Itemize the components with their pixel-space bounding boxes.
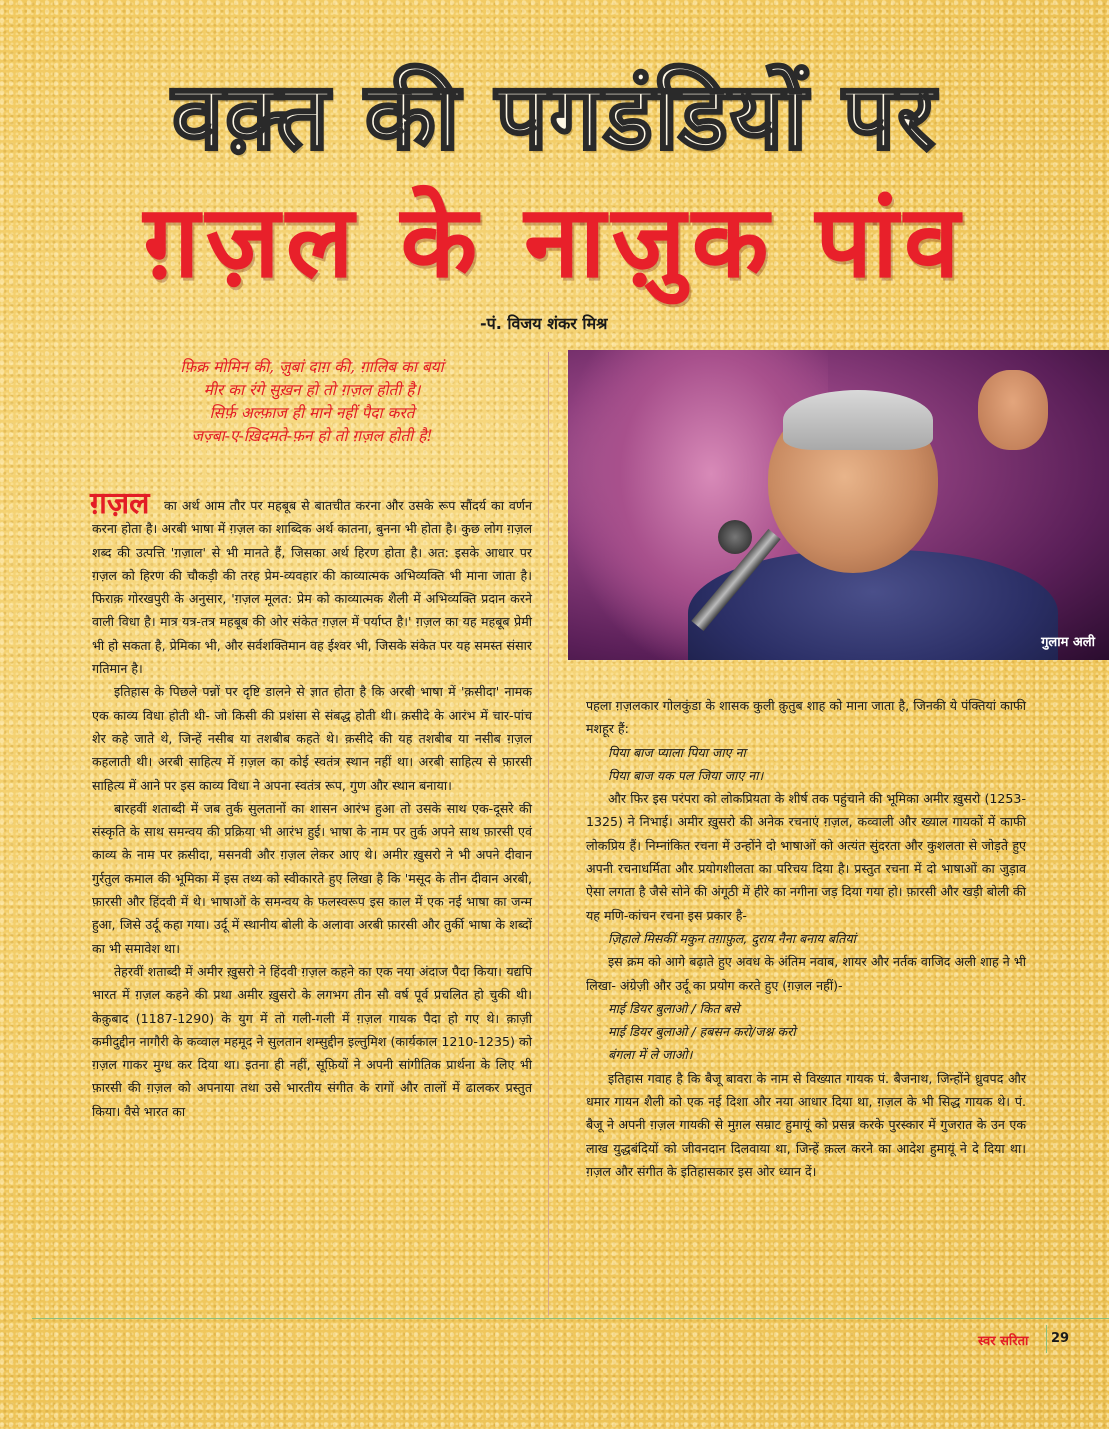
photo-singer-hair xyxy=(783,390,933,450)
right-column xyxy=(586,694,1026,1183)
couplet-line: सिर्फ़ अल्फ़ाज ही माने नहीं पैदा करते xyxy=(209,404,415,422)
photo-raised-hand xyxy=(978,370,1048,450)
couplet-line: मीर का रंगे सुख़न हो तो ग़ज़ल होती है। xyxy=(203,381,421,399)
verse-line: बंगला में ले जाओ। xyxy=(608,1047,693,1063)
paragraph: इतिहास के पिछले पन्नों पर दृष्टि डालने से ज्ञात होता है कि अरबी भाषा में 'क़सीदा' नामक एक काव्य विधा होती थी- जो किसी की प्रशंसा से संबद्ध होती थी। क़सीदे के आरंभ में चार-पांच शेर कहे जाते थे, जिन्हें नसीब या तशबीब कहते थे। क़सीदे की यह तशबीब या नसीब ग़ज़ल कहलाती थी। अरबी साहित्य में ग़ज़ल का कोई स्वतंत्र स्थान नहीं था। अरबी साहित्य से फ़ारसी साहित्य में आने पर इस काव्य विधा ने अपना स्वतंत्र रूप, गुण और स्थान बनाया। xyxy=(92,684,532,793)
microphone-icon xyxy=(718,520,752,554)
verse-line: माई डियर बुलाओ / कित बसे xyxy=(608,1000,740,1016)
verse-line: माई डियर बुलाओ / हबसन करो/जश्न करो xyxy=(608,1024,796,1040)
headline-line-2: ग़ज़ल के नाज़ुक पांव xyxy=(143,183,966,300)
headline-line-1: वक़्त की पगडंडियों पर xyxy=(172,63,937,170)
left-column xyxy=(92,494,532,1123)
singer-photo xyxy=(568,350,1109,660)
paragraph: और फिर इस परंपरा को लोकप्रियता के शीर्ष तक पहुंचाने की भूमिका अमीर ख़ुसरो (1253-1325) ने निभाई। अमीर ख़ुसरो की अनेक रचनाएं ग़ज़ल, कव्वाली और ख्याल गायकों में काफी लोकप्रिय हैं। निम्नांकित रचना में उन्होंने दो भाषाओं को अत्यंत सुंदरता और कुशलता से जोड़ते हुए अपनी रचनाधर्मिता और प्रयोगशीलता का परिचय दिया है। प्रस्तुत रचना में दो भाषाओं का जुड़ाव ऐसा लगता है जैसे सोने की अंगूठी में हीरे का नगीना जड़ दिया गया हो। फ़ारसी और खड़ी बोली की यह मणि-कांचन रचना इस प्रकार है- xyxy=(586,791,1026,923)
verse-line: ज़िहाले मिसकीं मकुन तग़ाफ़ुल, दुराय नैना बनाय बतियां xyxy=(608,930,856,946)
verse-line: पिया बाज प्याला पिया जाए ना xyxy=(608,744,746,760)
couplet-line: फ़िक्र मोमिन की, ज़ुबां दाग़ की, ग़ालिब का बयां xyxy=(180,358,444,376)
paragraph: तेहरवीं शताब्दी में अमीर ख़ुसरो ने हिंदवी ग़ज़ल कहने का एक नया अंदाज पैदा किया। यद्यपि भारत में ग़ज़ल कहने की प्रथा अमीर ख़ुसरो के लगभग तीन सौ वर्ष पूर्व प्रचलित हो चुकी थी। केक़ुबाद (1187-1290) के युग में तो गली-गली में ग़ज़ल गायक पैदा हो गए थे। क़ाज़ी कमीदुद्दीन नागौरी के कव्वाल महमूद ने सुलतान शम्सुद्दीन इल्तुमिश (कार्यकाल 1210-1235) को ग़ज़ल गाकर मुग्ध कर दिया था। इतना ही नहीं, सूफ़ियों ने अपनी सांगीतिक प्रार्थना के लिए भी फ़ारसी की ग़ज़ल को अपनाया तथा उसे भारतीय संगीत के रागों और तालों में ढालकर प्रस्तुत किया। वैसे भारत का xyxy=(92,963,532,1119)
opening-couplet xyxy=(92,356,532,448)
verse-line: पिया बाज यक पल जिया जाए ना। xyxy=(608,767,764,783)
paragraph: का अर्थ आम तौर पर महबूब से बातचीत करना और उसके रूप सौंदर्य का वर्णन करना होता है। अरबी भाषा में ग़ज़ल का शाब्दिक अर्थ कातना, बुनना भी होता है। कुछ लोग ग़ज़ल शब्द की उत्पत्ति 'ग़ज़ाल' से भी मानते हैं, जिसका अर्थ हिरण होता है। अत: इसके आधार पर ग़ज़ल को हिरण की चौकड़ी की तरह प्रेम-व्यवहार की काव्यात्मक अभिव्यक्ति भी माना जाता है। फिराक़ गोरखपुरी के अनुसार, 'ग़ज़ल मूलत: प्रेम को काव्यात्मक शैली में अभिव्यक्ति प्रदान करने वाली विधा है। मात्र यत्र-तत्र महबूब की ओर संकेत ग़ज़ल में पर्याप्त है।' ग़ज़ल का यह महबूब प्रेमी भी हो सकता है, प्रेमिका भी, और सर्वशक्तिमान वह ईश्वर भी, जिसके संकेत पर यह समस्त संसार गतिमान है। xyxy=(92,498,532,677)
paragraph: इस क्रम को आगे बढ़ाते हुए अवध के अंतिम नवाब, शायर और नर्तक वाजिद अली शाह ने भी लिखा- अंग्रेज़ी और उर्दू का प्रयोग करते हुए (ग़ज़ल नहीं)- xyxy=(586,954,1026,993)
author-byline: -पं. विजय शंकर मिश्र xyxy=(480,314,608,333)
footer-rule xyxy=(32,1318,1109,1319)
paragraph: इतिहास गवाह है कि बैजू बावरा के नाम से विख्यात गायक पं. बैजनाथ, जिन्होंने ध्रुवपद और धमार गायन शैली को एक नई दिशा और नया आधार दिया था, ग़ज़ल के भी सिद्ध गायक थे। पं. बैजू ने अपनी ग़ज़ल गायकी से मुग़ल सम्राट हुमायूं को प्रसन्न करके पुरस्कार में गुजरात के उन एक लाख युद्धबंदियों को जीवनदान दिलवाया था, जिन्हें क़त्ल करने का आदेश हुमायूं ने दे दिया था। ग़ज़ल और संगीत के इतिहासकार इस ओर ध्यान दें। xyxy=(586,1070,1026,1179)
drop-cap-word: ग़ज़ल xyxy=(90,486,150,521)
column-divider xyxy=(548,352,549,1316)
magazine-name: स्वर सरिता xyxy=(978,1334,1029,1349)
paragraph: बारहवीं शताब्दी में जब तुर्क सुलतानों का शासन आरंभ हुआ तो उसके साथ एक-दूसरे की संस्कृति के साथ समन्वय की प्रक्रिया भी आरंभ हुई। भाषा के नाम पर तुर्क अपने साथ फ़ारसी एवं काव्य के नाम पर क़सीदा, मसनवी और ग़ज़ल लेकर आए थे। अमीर ख़ुसरो ने भी अपने दीवान गुर्रतुल कमाल की भूमिका में इस तथ्य को स्वीकारते हुए लिखा है कि 'मसूद के तीन दीवान अरबी, फ़ारसी और हिंदवी में थे। भाषाओं के समन्वय के फलस्वरूप इस काल में एक नई भाषा का जन्म हुआ, जिसे उर्दू कहा गया। उर्दू में स्थानीय बोली के अलावा अरबी फ़ारसी और तुर्की भाषा के शब्दों का भी समावेश था। xyxy=(92,800,532,956)
paragraph: पहला ग़ज़लकार गोलकुंडा के शासक कुली क़ुतुब शाह को माना जाता है, जिनकी ये पंक्तियां काफी मशहूर हैं: xyxy=(586,698,1026,737)
photo-caption: गुलाम अली xyxy=(1041,635,1095,650)
page-number: 29 xyxy=(1051,1331,1070,1346)
couplet-line: जज़्बा-ए-ख़िदमते-फ़न हो तो ग़ज़ल होती है! xyxy=(191,427,433,445)
footer-separator xyxy=(1046,1325,1047,1353)
